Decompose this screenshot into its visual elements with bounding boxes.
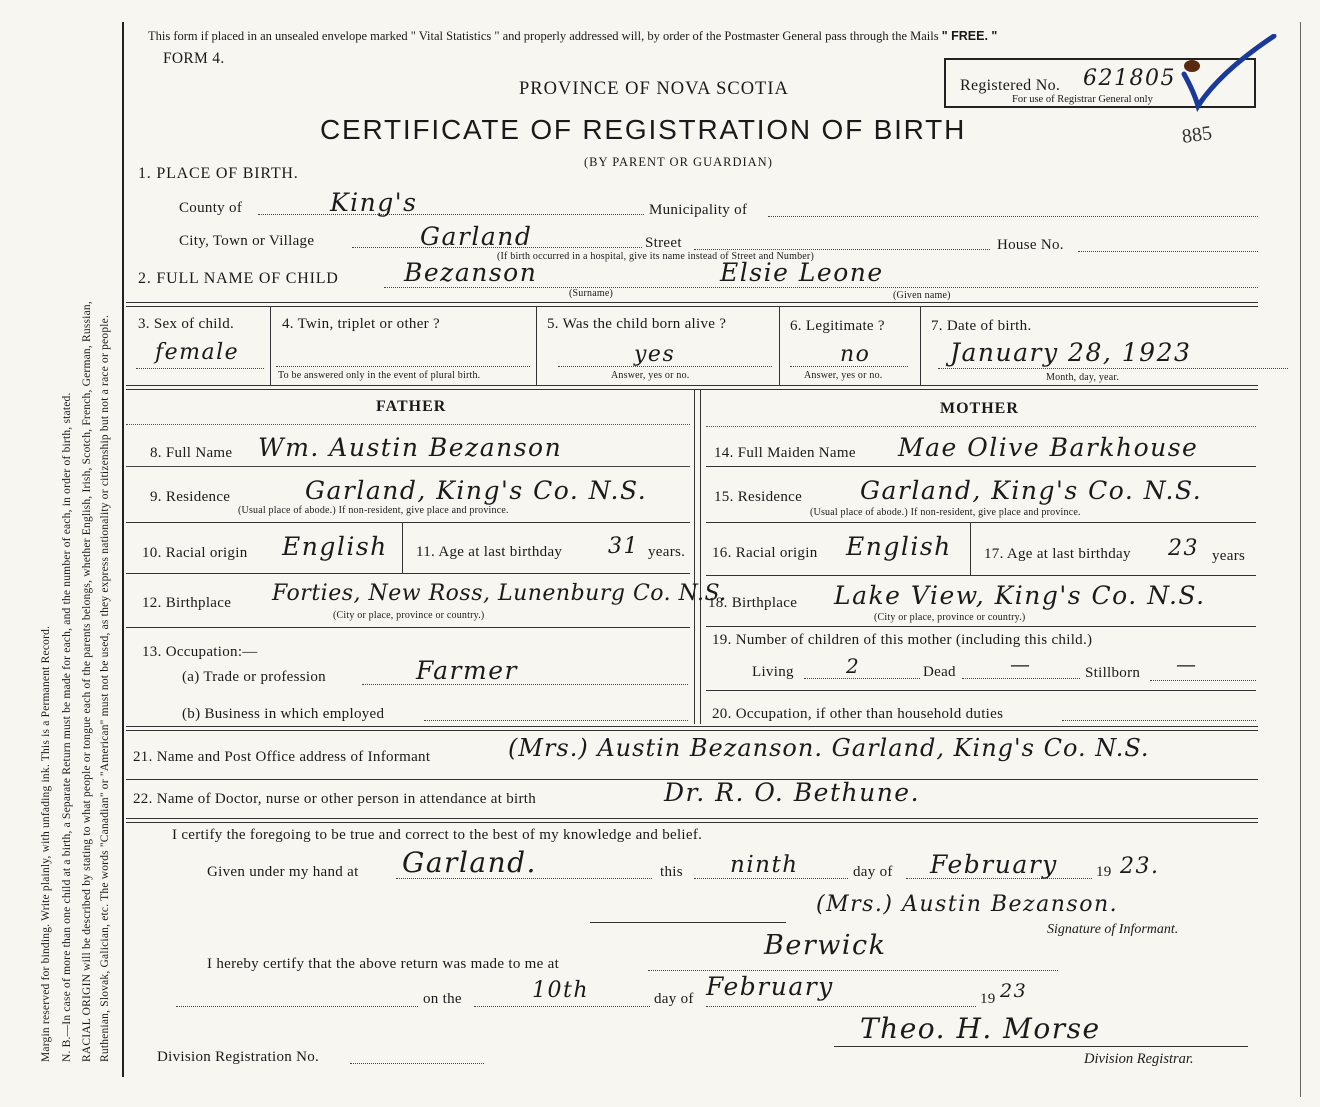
father-age: 31	[608, 534, 639, 559]
mother-years: years	[1212, 548, 1246, 564]
mother-occupation-label: 20. Occupation, if other than household duties	[712, 706, 1004, 722]
mother-age-label: 17. Age at last birthday	[984, 546, 1131, 562]
father-trade-line	[362, 684, 688, 685]
dob-value: January 28, 1923	[950, 338, 1192, 367]
informant-signature: (Mrs.) Austin Bezanson.	[816, 892, 1119, 917]
mother-birthplace-rule	[706, 626, 1256, 627]
place-of-birth-heading: 1. PLACE OF BIRTH.	[138, 165, 299, 182]
division-registration-line	[350, 1063, 484, 1064]
column-divider-right	[700, 390, 701, 724]
year-suffix: 23.	[1120, 854, 1160, 879]
registrar-year-suffix: 23	[1000, 980, 1028, 1002]
mother-heading: MOTHER	[940, 400, 1019, 417]
mother-occupation-line	[1062, 720, 1256, 721]
division-registrar-label: Division Registrar.	[1084, 1051, 1194, 1067]
informant-label: 21. Name and Post Office address of Informant	[133, 749, 431, 765]
hospital-note: (If birth occurred in a hospital, give its name instead of Street and Number)	[497, 251, 814, 262]
registered-check-mark	[1180, 34, 1280, 119]
father-birthplace-note: (City or place, province or country.)	[333, 610, 485, 621]
rule-after-row3-2	[126, 389, 1258, 390]
rule-after-parents-2	[126, 730, 1258, 731]
stillborn-line	[1150, 680, 1256, 681]
father-racial: English	[282, 532, 388, 561]
mother-racial-rule	[706, 575, 1256, 576]
registered-label: Registered No.	[960, 77, 1061, 94]
municipality-label: Municipality of	[649, 202, 748, 218]
father-residence-rule	[126, 522, 690, 523]
registrar-year-prefix: 19	[980, 991, 996, 1007]
dob-note: Month, day, year.	[1046, 372, 1120, 383]
mother-racial: English	[846, 532, 952, 561]
alive-note: Answer, yes or no.	[611, 370, 690, 381]
father-occupation-label: 13. Occupation:—	[142, 644, 258, 660]
registrar-place: Berwick	[764, 930, 887, 961]
twin-label: 4. Twin, triplet or other ?	[282, 316, 440, 332]
mother-birthplace: Lake View, King's Co. N.S.	[834, 581, 1206, 610]
registrar-day: 10th	[532, 978, 590, 1003]
father-name-label: 8. Full Name	[150, 445, 233, 461]
page-subtitle: (BY PARENT OR GUARDIAN)	[584, 155, 773, 169]
rule-after-name-2	[126, 306, 1258, 307]
doctor-rule	[126, 818, 1258, 819]
child-name-line	[384, 287, 1258, 288]
legitimate-note: Answer, yes or no.	[804, 370, 883, 381]
twin-note: To be answered only in the event of plural birth.	[278, 370, 481, 381]
house-line	[1078, 251, 1258, 252]
stillborn-label: Stillborn	[1085, 665, 1141, 681]
child-name-label: 2. FULL NAME OF CHILD	[138, 270, 339, 287]
rule-after-name	[126, 302, 1258, 303]
dead-line	[962, 678, 1080, 679]
signature-line-informant	[590, 922, 786, 923]
rule-under-headings-mother	[706, 426, 1256, 427]
mother-name-label: 14. Full Maiden Name	[714, 445, 856, 461]
rule-after-parents	[126, 726, 1258, 727]
page-title: CERTIFICATE OF REGISTRATION OF BIRTH	[320, 114, 967, 145]
stamped-number: 885	[1180, 122, 1214, 148]
sex-line	[136, 368, 264, 369]
registrar-statement: I hereby certify that the above return was made to me at	[207, 956, 560, 972]
left-margin-rule	[122, 22, 124, 1077]
registered-number: 621805	[1083, 66, 1176, 91]
mother-birthplace-note: (City or place, province or country.)	[874, 612, 1026, 623]
father-racial-rule	[126, 573, 690, 574]
father-business-line	[424, 720, 688, 721]
street-label: Street	[645, 235, 682, 251]
this-label: this	[660, 864, 683, 880]
surname-caption: (Surname)	[569, 288, 614, 299]
month-value: February	[930, 850, 1058, 879]
on-the-lead-line	[176, 1006, 418, 1007]
given-caption: (Given name)	[893, 290, 951, 301]
city-label: City, Town or Village	[179, 233, 315, 249]
father-residence: Garland, King's Co. N.S.	[305, 476, 648, 505]
divider-4-5	[536, 307, 537, 385]
father-years: years.	[648, 544, 686, 560]
margin-note-racial: RACIAL ORIGIN will be described by stating to what people or tongue each of the parents belongs, whether English, Irish, Scotch, French, German, Russian,	[81, 301, 93, 1062]
given-place: Garland.	[402, 846, 537, 879]
mother-children-label: 19. Number of children of this mother (including this child.)	[712, 632, 1093, 648]
registrar-signature-line	[834, 1046, 1248, 1047]
doctor-value: Dr. R. O. Bethune.	[664, 778, 921, 807]
registrar-signature: Theo. H. Morse	[860, 1012, 1101, 1045]
county-line	[258, 214, 644, 215]
doctor-rule-2	[126, 822, 1258, 823]
father-birthplace-label: 12. Birthplace	[142, 595, 232, 611]
father-name-rule	[126, 466, 690, 467]
child-given-name: Elsie Leone	[720, 258, 884, 287]
father-business-label: (b) Business in which employed	[182, 706, 385, 722]
house-label: House No.	[997, 237, 1064, 253]
divider-6-7	[920, 307, 921, 385]
alive-label: 5. Was the child born alive ?	[547, 316, 727, 332]
living-value: 2	[846, 654, 861, 678]
registrar-general-note: For use of Registrar General only	[1012, 94, 1153, 105]
sex-label: 3. Sex of child.	[138, 316, 235, 332]
registrar-month-line	[706, 1006, 976, 1007]
stillborn-value: —	[1176, 652, 1198, 676]
legitimate-label: 6. Legitimate ?	[790, 318, 885, 334]
municipality-line	[768, 216, 1258, 217]
alive-value: yes	[634, 342, 676, 367]
legitimate-value: no	[840, 342, 871, 367]
twin-line	[276, 366, 530, 367]
mother-age: 23	[1168, 536, 1199, 561]
doctor-label: 22. Name of Doctor, nurse or other person in attendance at birth	[133, 791, 537, 807]
margin-note-binding: Margin reserved for binding. Write plainly, with unfading ink. This is a Permanent Record.	[40, 625, 52, 1062]
father-heading: FATHER	[376, 398, 447, 415]
dead-label: Dead	[923, 664, 956, 680]
province-heading: PROVINCE OF NOVA SCOTIA	[519, 79, 789, 99]
day-line	[694, 878, 848, 879]
mother-birthplace-label: 18. Birthplace	[708, 595, 798, 611]
divider-5-6	[779, 307, 780, 385]
father-residence-note: (Usual place of abode.) If non-resident, give place and province.	[238, 505, 509, 516]
informant-signature-label: Signature of Informant.	[1047, 922, 1179, 937]
mother-name: Mae Olive Barkhouse	[898, 433, 1199, 462]
mother-residence-rule	[706, 522, 1256, 523]
mother-racial-divider	[970, 523, 971, 575]
mother-residence-label: 15. Residence	[714, 489, 803, 505]
county-label: County of	[179, 200, 243, 216]
mother-residence-note: (Usual place of abode.) If non-resident, give place and province.	[810, 507, 1081, 518]
mother-name-rule	[706, 466, 1256, 467]
given-label: Given under my hand at	[207, 864, 359, 880]
dob-label: 7. Date of birth.	[931, 318, 1032, 334]
father-name: Wm. Austin Bezanson	[258, 433, 563, 462]
dob-line	[938, 368, 1288, 369]
registrar-day-line	[474, 1006, 650, 1007]
division-registration-label: Division Registration No.	[157, 1049, 320, 1065]
father-birthplace: Forties, New Ross, Lunenburg Co. N.S.	[272, 581, 727, 606]
living-line	[804, 678, 920, 679]
divider-3-4	[270, 307, 271, 385]
informant-value: (Mrs.) Austin Bezanson. Garland, King's Co. N.S.	[508, 734, 1150, 762]
father-racial-label: 10. Racial origin	[142, 545, 248, 561]
sex-value: female	[155, 340, 240, 365]
day-of-label: day of	[853, 864, 893, 880]
father-trade-label: (a) Trade or profession	[182, 669, 326, 685]
certify-statement: I certify the foregoing to be true and correct to the best of my knowledge and belief.	[172, 827, 703, 843]
form-number: FORM 4.	[163, 50, 225, 67]
rule-after-row3	[126, 385, 1258, 386]
year-prefix: 19	[1096, 864, 1112, 880]
day-value: ninth	[730, 852, 799, 878]
city-value: Garland	[420, 222, 533, 251]
margin-note-racial-2: Ruthenian, Slovak, Galician, etc. The words "Canadian" or "American" must not be used, as they express nationality or citizenship but not a race or people.	[99, 314, 111, 1062]
living-label: Living	[752, 664, 794, 680]
mother-children-rule	[706, 690, 1256, 691]
right-margin-rule	[1300, 22, 1301, 1097]
registrar-place-line	[648, 970, 1058, 971]
father-birthplace-rule	[126, 627, 690, 628]
street-line	[694, 249, 990, 250]
child-surname: Bezanson	[404, 258, 538, 287]
father-age-label: 11. Age at last birthday	[416, 544, 563, 560]
father-racial-divider	[402, 523, 403, 573]
registrar-month: February	[706, 972, 834, 1001]
margin-note-nb: N. B.—In case of more than one child at a birth, a Separate Return must be made for each, and the number of each, in order of birth, stated.	[61, 392, 73, 1062]
county-value: King's	[330, 188, 418, 217]
mail-notice: This form if placed in an unsealed envelope marked " Vital Statistics " and properly addressed will, by order of the Postmaster General pass through the Mails " FREE. "	[148, 29, 998, 43]
registrar-day-of: day of	[654, 991, 694, 1007]
column-divider-left	[694, 390, 695, 724]
on-the-label: on the	[423, 991, 462, 1007]
dead-value: —	[1010, 652, 1032, 676]
mother-residence: Garland, King's Co. N.S.	[860, 476, 1203, 505]
rule-under-headings-father	[126, 424, 690, 425]
father-trade: Farmer	[416, 656, 518, 685]
father-residence-label: 9. Residence	[150, 489, 231, 505]
mother-racial-label: 16. Racial origin	[712, 545, 818, 561]
